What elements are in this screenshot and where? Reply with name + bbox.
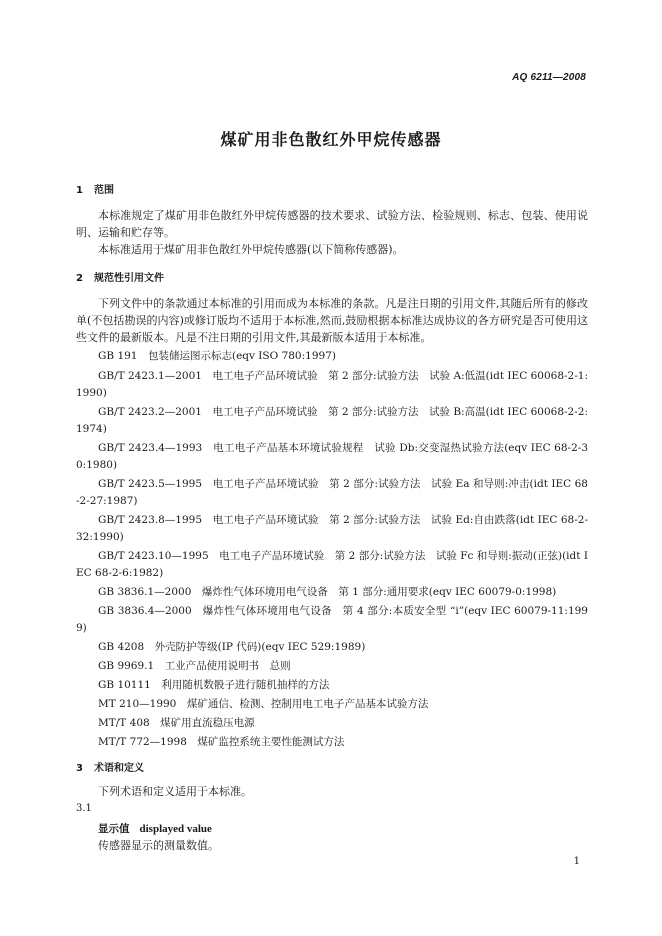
section-number: 2 [76, 273, 83, 284]
scope-paragraph-1: 本标准规定了煤矿用非色散红外甲烷传感器的技术要求、试验方法、检验规则、标志、包装、使用说明、运输和贮存等。 [76, 209, 588, 239]
reference-item: GB/T 2423.1—2001 电工电子产品环境试验 第 2 部分:试验方法 试验 A:低温(idt IEC 60068-2-1:1990) [76, 370, 588, 399]
term-chinese: 显示值 [98, 823, 130, 835]
term-heading [98, 821, 212, 836]
terms-intro: 下列术语和定义适用于本标准。 [98, 785, 252, 798]
section-number: 3 [76, 763, 83, 774]
reference-item: GB 4208 外壳防护等级(IP 代码)(eqv IEC 529:1989) [98, 641, 366, 653]
section-2-heading [76, 269, 164, 284]
section-3-heading [76, 759, 144, 774]
reference-item: MT/T 772—1998 煤矿监控系统主要性能测试方法 [98, 736, 345, 748]
section-1-heading [76, 181, 114, 196]
subclause-number: 3.1 [76, 803, 92, 814]
reference-item: GB 191 包装储运图示标志(eqv ISO 780:1997) [98, 350, 336, 362]
document-title: 煤矿用非色散红外甲烷传感器 [220, 130, 442, 149]
reference-item: MT 210—1990 煤矿通信、检测、控制用电工电子产品基本试验方法 [98, 698, 429, 710]
references-intro: 下列文件中的条款通过本标准的引用而成为本标准的条款。凡是注日期的引用文件,其随后所有的修改单(不包括勘误的内容)或修订版均不适用于本标准,然而,鼓励根据本标准达成协议的各方研究是否可使用这些文件的最新版本。凡是不注日期的引用文件,其最新版本适用于本标准。 [76, 297, 588, 344]
reference-item: GB/T 2423.8—1995 电工电子产品环境试验 第 2 部分:试验方法 试验 Ed:自由跌落(idt IEC 68-2-32:1990) [76, 514, 588, 543]
term-english: displayed value [139, 823, 212, 835]
reference-item: MT/T 408 煤矿用直流稳压电源 [98, 717, 255, 729]
term-definition: 传感器显示的测量数值。 [98, 839, 219, 852]
reference-item: GB 3836.1—2000 爆炸性气体环境用电气设备 第 1 部分:通用要求(eqv IEC 60079-0:1998) [98, 586, 557, 598]
section-number: 1 [76, 185, 83, 196]
section-title: 术语和定义 [94, 763, 144, 774]
reference-item: GB/T 2423.10—1995 电工电子产品环境试验 第 2 部分:试验方法 试验 Fc 和导则:振动(正弦)(idt IEC 68-2-6:1982) [76, 550, 588, 579]
reference-item: GB/T 2423.2—2001 电工电子产品环境试验 第 2 部分:试验方法 试验 B:高温(idt IEC 60068-2-2:1974) [76, 406, 588, 435]
standard-number: AQ 6211—2008 [512, 72, 586, 83]
page-number: 1 [573, 856, 580, 867]
reference-item: GB/T 2423.5—1995 电工电子产品环境试验 第 2 部分:试验方法 试验 Ea 和导则:冲击(idt IEC 68-2-27:1987) [76, 478, 588, 507]
section-title: 规范性引用文件 [94, 273, 164, 284]
reference-item: GB/T 2423.4—1993 电工电子产品基本环境试验规程 试验 Db:交变湿热试验方法(eqv IEC 68-2-30:1980) [76, 442, 588, 471]
reference-item: GB 3836.4—2000 爆炸性气体环境用电气设备 第 4 部分:本质安全型 “i”(eqv IEC 60079-11:1999) [76, 605, 588, 634]
reference-item: GB 10111 利用随机数骰子进行随机抽样的方法 [98, 679, 330, 691]
scope-paragraph-2: 本标准适用于煤矿用非色散红外甲烷传感器(以下简称传感器)。 [98, 243, 404, 256]
reference-item: GB 9969.1 工业产品使用说明书 总则 [98, 660, 291, 672]
section-title: 范围 [94, 185, 114, 196]
